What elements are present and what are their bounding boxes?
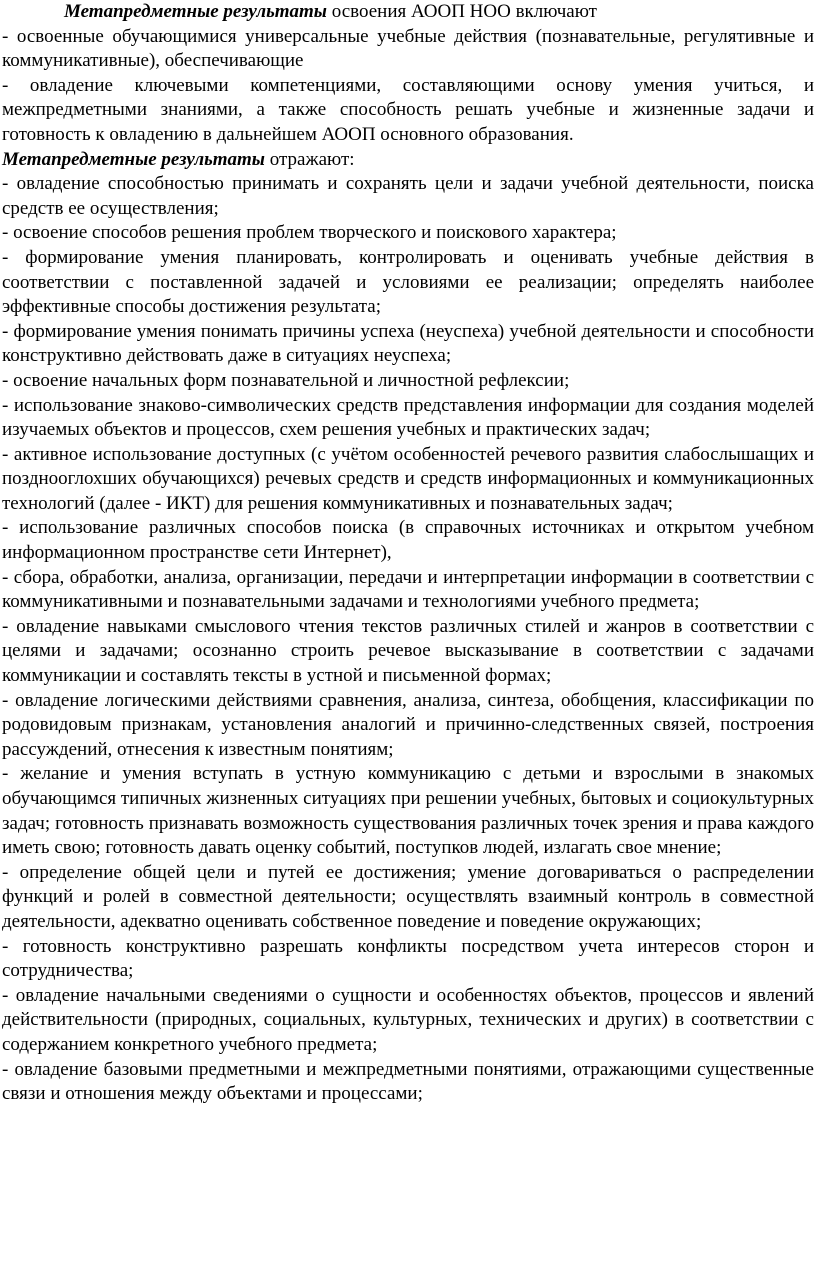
section-heading-emphasis: Метапредметные результаты [2, 148, 265, 170]
intro-item: - освоенные обучающимися универсальные учебные действия (познавательные, регулятивные и коммуникативные), обеспечивающие [2, 25, 814, 72]
list-item: - овладение логическими действиями сравнения, анализа, синтеза, обобщения, классификации по родовидовым признакам, установления аналогий и причинно-следственных связей, построения рассуждений, отнесения к известным понятиям; [2, 689, 814, 760]
list-item: - активное использование доступных (с учётом особенностей речевого развития слабослышащих и позднооглохших обучающихся) речевых средств и средств информационных и коммуникационных технологий (далее - ИКТ) для решения коммуникативных и познавательных задач; [2, 443, 814, 514]
list-item: - использование различных способов поиска (в справочных источниках и открытом учебном информационном пространстве сети Интернет), [2, 517, 814, 564]
list-item: - освоение начальных форм познавательной и личностной рефлексии; [2, 369, 570, 391]
list-item: - освоение способов решения проблем творческого и поискового характера; [2, 222, 617, 244]
section-heading-text: отражают: [265, 148, 355, 170]
list-item: - овладение базовыми предметными и межпредметными понятиями, отражающими существенные связи и отношения между объектами и процессами; [2, 1058, 814, 1105]
list-item: - готовность конструктивно разрешать конфликты посредством учета интересов сторон и сотрудничества; [2, 935, 814, 982]
intro-heading-emphasis: Метапредметные результаты [64, 1, 327, 22]
list-item: - овладение навыками смыслового чтения текстов различных стилей и жанров в соответствии с целями и задачами; осознанно строить речевое высказывание в соответствии с задачами коммуникации и составлять тексты в устной и письменной формах; [2, 615, 814, 687]
section-heading [2, 148, 814, 173]
list-item: - овладение начальными сведениями о сущности и особенностях объектов, процессов и явлений действительности (природных, социальных, культурных, технических и других) в соответствии с содержанием конкретного учебного предмета; [2, 984, 814, 1055]
list-item: - определение общей цели и путей ее достижения; умение договариваться о распределении функций и ролей в совместной деятельности; осуществлять взаимный контроль в совместной деятельности, адекватно оценивать собственное поведение и поведение окружающих; [2, 861, 814, 932]
list-item: - формирование умения планировать, контролировать и оценивать учебные действия в соответствии с поставленной задачей и условиями ее реализации; определять наиболее эффективные способы достижения результата; [2, 246, 814, 318]
list-item: - желание и умения вступать в устную коммуникацию с детьми и взрослыми в знакомых обучающимся типичных жизненных ситуациях при решении учебных, бытовых и социокультурных задач; готовность признавать возможность существования различных точек зрения и права каждого иметь свою; готовность давать оценку событий, поступков людей, излагать свое мнение; [2, 763, 814, 859]
list-item: - формирование умения понимать причины успеха (неуспеха) учебной деятельности и способности конструктивно действовать даже в ситуациях неуспеха; [2, 320, 814, 367]
intro-heading [2, 0, 814, 25]
list-item: - сбора, обработки, анализа, организации, передачи и интерпретации информации в соответствии с коммуникативными и познавательными задачами и технологиями учебного предмета; [2, 566, 814, 613]
intro-item: - овладение ключевыми компетенциями, составляющими основу умения учиться, и межпредметными знаниями, а также способность решать учебные и жизненные задачи и готовность к овладению в дальнейшем АООП основного образования. [2, 74, 814, 145]
list-item: - использование знаково-символических средств представления информации для создания моделей изучаемых объектов и процессов, схем решения учебных и практических задач; [2, 394, 814, 441]
intro-heading-text: освоения АООП НОО включают [327, 1, 597, 22]
list-item: - овладение способностью принимать и сохранять цели и задачи учебной деятельности, поиска средств ее осуществления; [2, 173, 814, 219]
